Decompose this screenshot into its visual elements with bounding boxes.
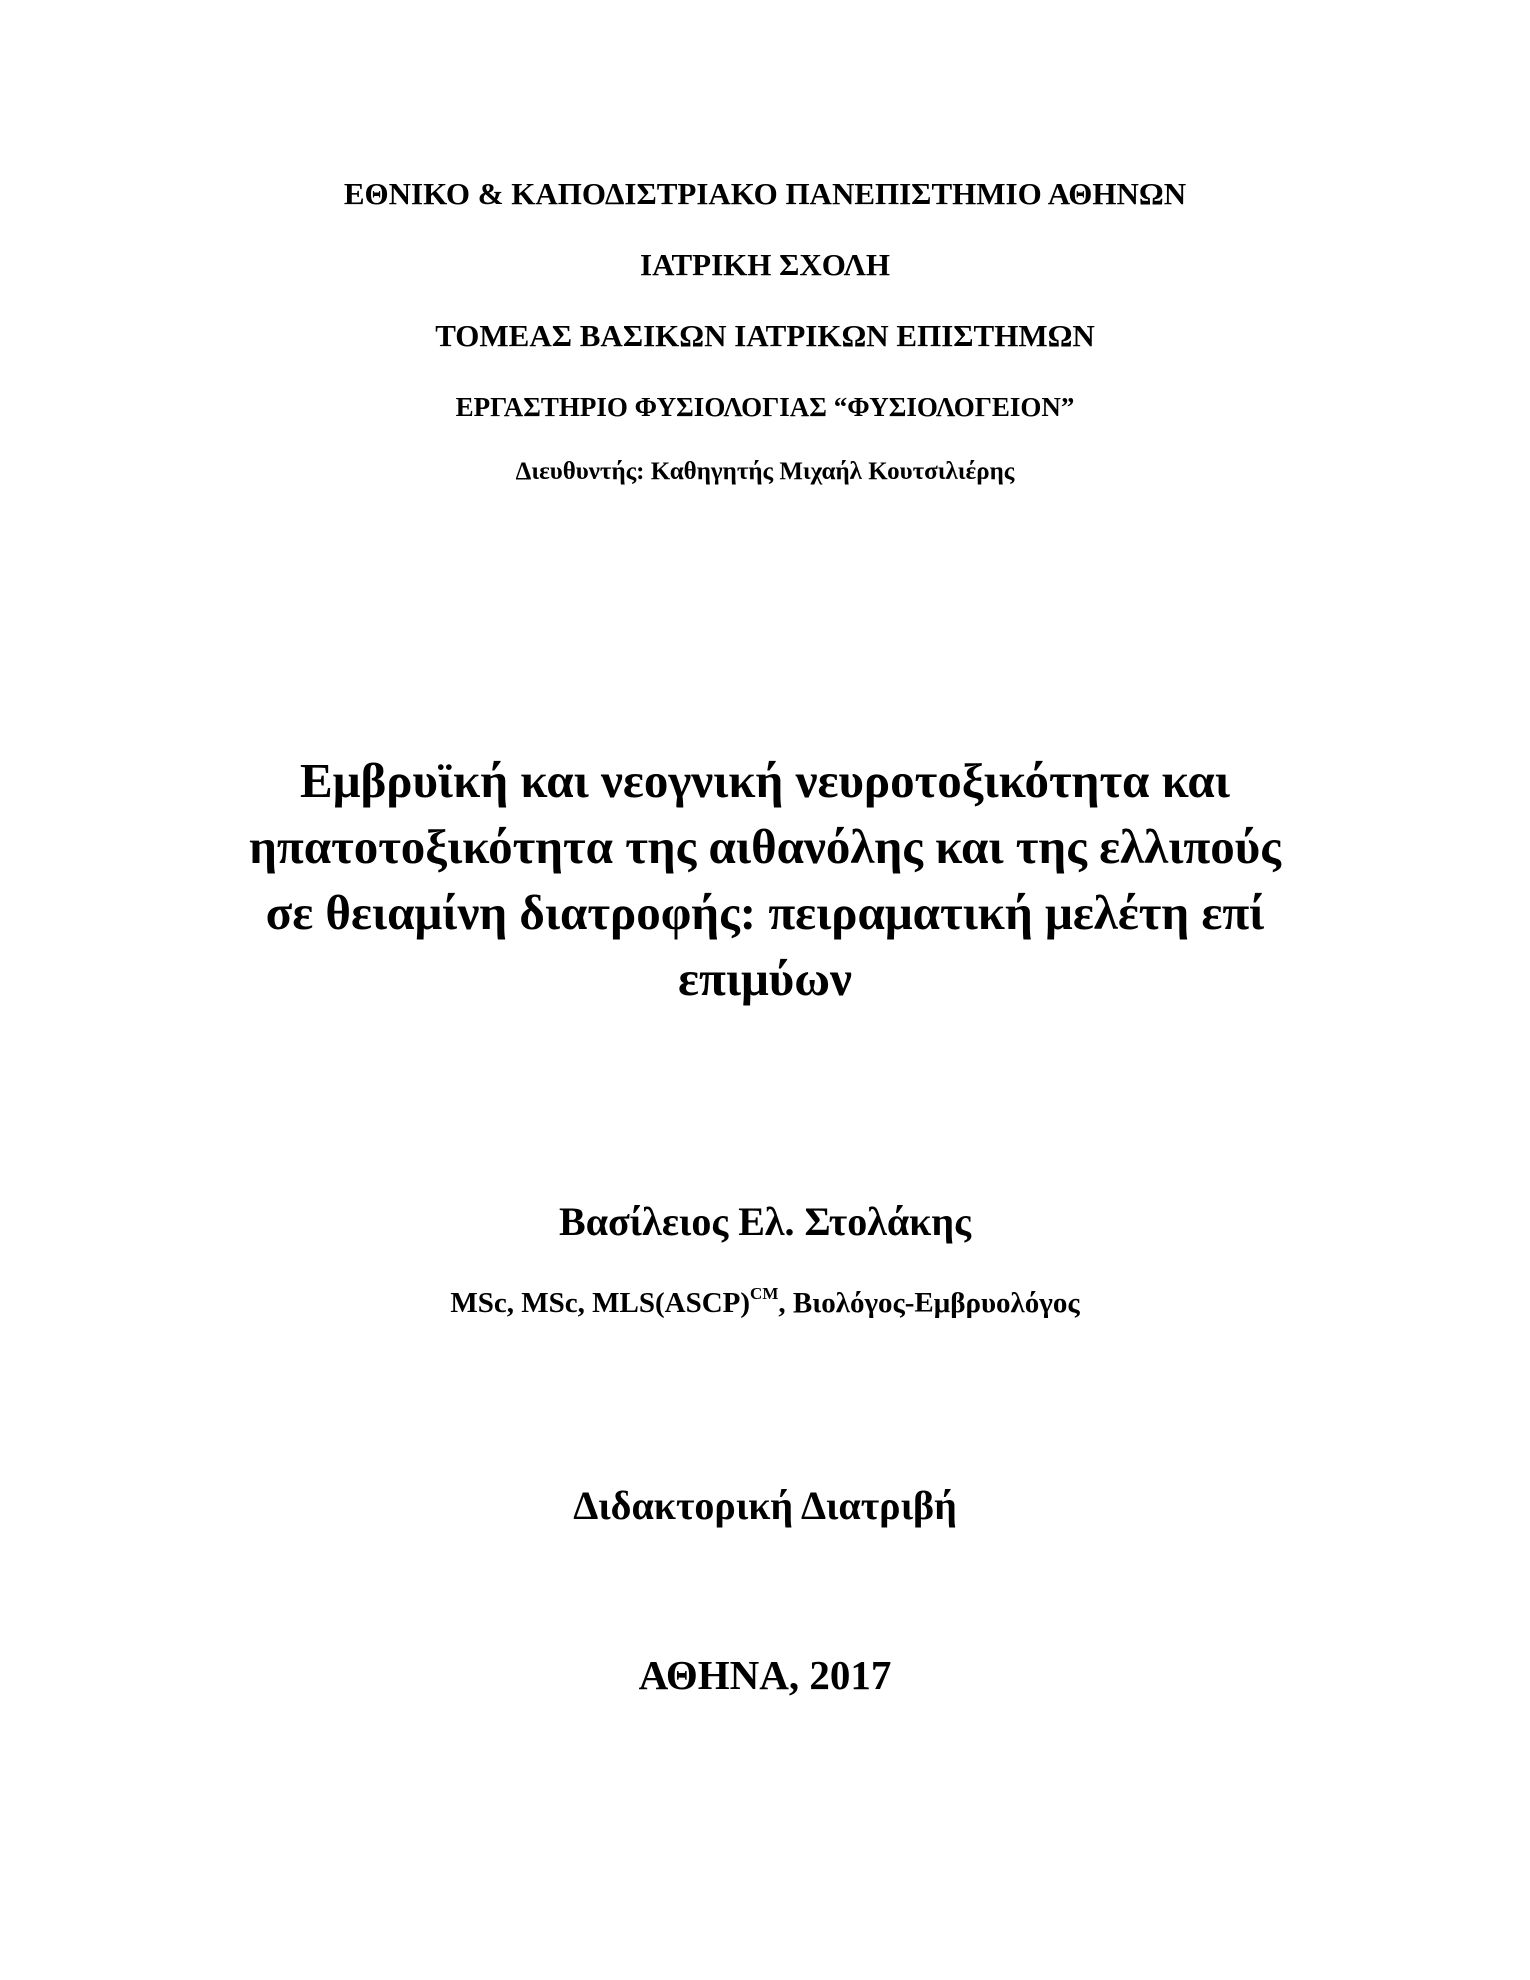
thesis-title-line: ηπατοτοξικότητα της αιθανόλης και της ελλιπούς (249, 819, 1281, 874)
thesis-title-line: επιμύων (678, 951, 852, 1006)
author-credentials (0, 1284, 1530, 1320)
credentials-superscript: CM (750, 1284, 779, 1304)
school-name: ΙΑΤΡΙΚΗ ΣΧΟΛΗ (640, 247, 890, 282)
place-and-year: ΑΘΗΝΑ, 2017 (638, 1652, 892, 1698)
document-type: Διδακτορική Διατριβή (573, 1483, 957, 1528)
thesis-title (0, 748, 1530, 1012)
sector-name: ΤΟΜΕΑΣ ΒΑΣΙΚΩΝ ΙΑΤΡΙΚΩΝ ΕΠΙΣΤΗΜΩΝ (435, 318, 1095, 353)
laboratory-name: ΕΡΓΑΣΤΗΡΙΟ ΦΥΣΙΟΛΟΓΙΑΣ “ΦΥΣΙΟΛΟΓΕΙΟΝ” (455, 392, 1075, 422)
thesis-title-line: Εμβρυϊκή και νεογνική νευροτοξικότητα και (300, 753, 1230, 808)
director-line: Διευθυντής: Καθηγητής Μιχαήλ Κουτσιλιέρης (515, 458, 1015, 485)
credentials-suffix: , Βιολόγος-Εμβρυολόγος (778, 1287, 1080, 1319)
credentials-prefix: MSc, MSc, MLS(ASCP) (450, 1287, 751, 1319)
university-name: ΕΘΝΙΚΟ & ΚΑΠΟΔΙΣΤΡΙΑΚΟ ΠΑΝΕΠΙΣΤΗΜΙΟ ΑΘΗΝΩΝ (343, 176, 1187, 211)
thesis-title-line: σε θειαμίνη διατροφής: πειραματική μελέτη επί (265, 885, 1265, 940)
author-name: Βασίλειος Ελ. Στολάκης (559, 1199, 971, 1244)
